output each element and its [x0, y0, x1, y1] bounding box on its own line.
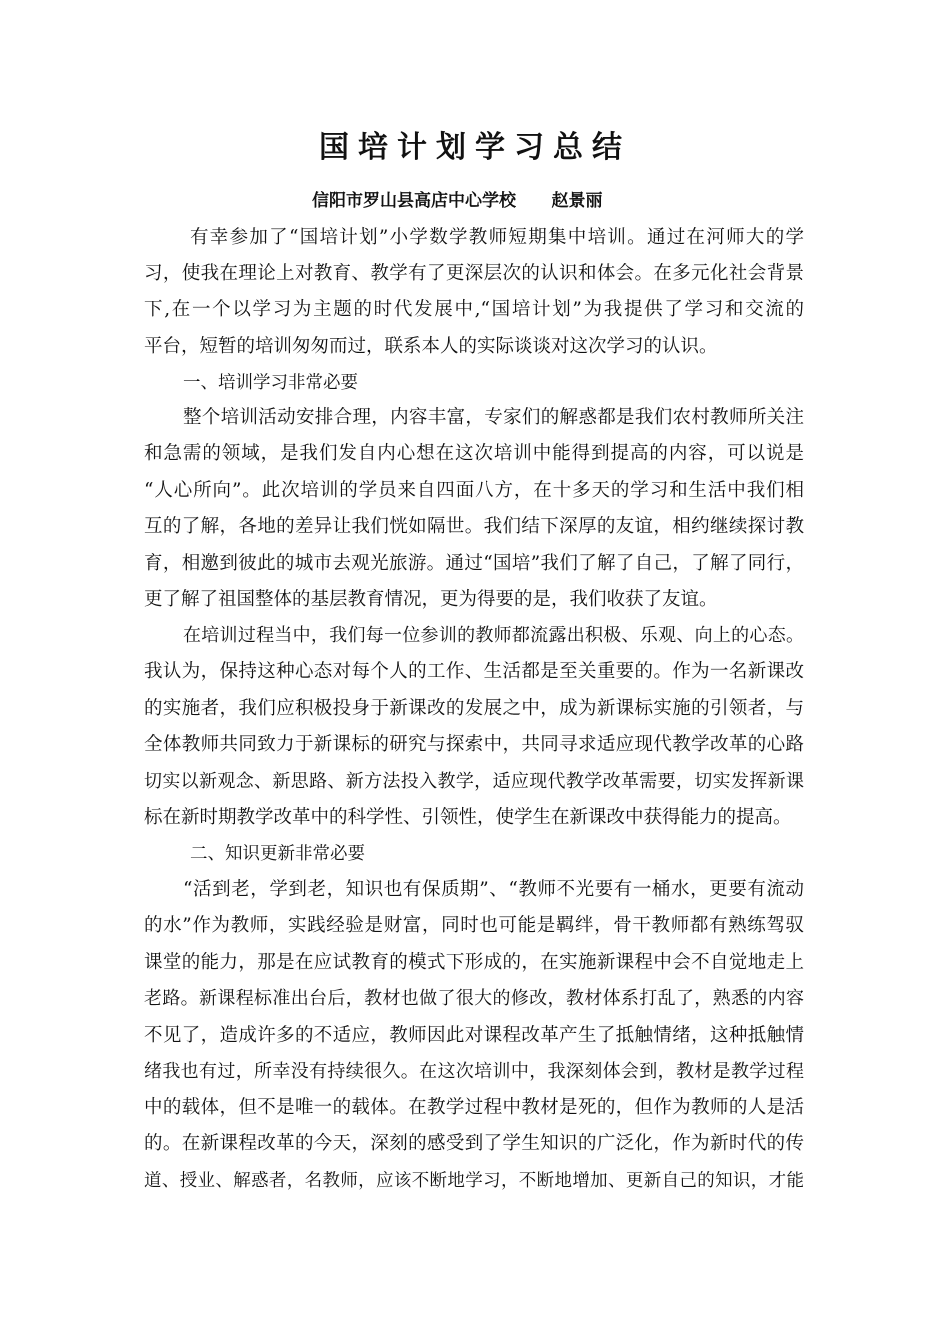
text-line: 老路。新课程标准出台后，教材也做了很大的修改，教材体系打乱了，熟悉的内容	[144, 988, 804, 1009]
text-line: 在培训过程当中，我们每一位参训的教师都流露出积极、乐观、向上的心态。	[183, 625, 804, 646]
text-line: 的水”作为教师，实践经验是财富，同时也可能是羁绊，骨干教师都有熟练驾驭	[144, 915, 804, 936]
text-line: “活到老，学到老，知识也有保质期”、“教师不光要有一桶水，更要有流动	[183, 879, 804, 900]
text-line: 育，相邀到彼此的城市去观光旅游。通过“国培”我们了解了自己，了解了同行，	[144, 553, 804, 574]
text-line: 平台，短暂的培训匆匆而过，联系本人的实际谈谈对这次学习的认识。	[144, 336, 718, 357]
text-line: 整个培训活动安排合理，内容丰富，专家们的解惑都是我们农村教师所关注	[183, 407, 804, 428]
text-line: 下,在一个以学习为主题的时代发展中,“国培计划”为我提供了学习和交流的	[144, 299, 804, 320]
text-line: 中的载体，但不是唯一的载体。在教学过程中教材是死的，但作为教师的人是活	[144, 1097, 804, 1118]
text-line: 我认为，保持这种心态对每个人的工作、生活都是至关重要的。作为一名新课改	[144, 661, 804, 682]
author-byline: 信阳市罗山县高店中心学校 赵景丽	[312, 191, 603, 211]
text-line: 不见了，造成许多的不适应，教师因此对课程改革产生了抵触情绪，这种抵触情	[144, 1025, 804, 1046]
document-title: 国培计划学习总结	[319, 130, 631, 165]
text-line: 更了解了祖国整体的基层教育情况，更为得要的是，我们收获了友谊。	[144, 589, 718, 610]
text-line: 有幸参加了“国培计划”小学数学教师短期集中培训。通过在河师大的学	[190, 227, 804, 248]
text-line: 和急需的领域，是我们发自内心想在这次培训中能得到提高的内容，可以说是	[144, 443, 804, 464]
text-line: 的实施者，我们应积极投身于新课改的发展之中，成为新课标实施的引领者，与	[144, 698, 804, 719]
text-line: 互的了解，各地的差异让我们恍如隔世。我们结下深厚的友谊，相约继续探讨教	[144, 516, 804, 537]
text-line: 的。在新课程改革的今天，深刻的感受到了学生知识的广泛化，作为新时代的传	[144, 1133, 804, 1154]
text-line: 全体教师共同致力于新课标的研究与探索中，共同寻求适应现代教学改革的心路	[144, 734, 804, 755]
text-line: 切实以新观念、新思路、新方法投入教学，适应现代教学改革需要，切实发挥新课	[144, 771, 804, 792]
text-line: 标在新时期教学改革中的科学性、引领性，使学生在新课改中获得能力的提高。	[144, 807, 792, 828]
text-line: 习，使我在理论上对教育、教学有了更深层次的认识和体会。在多元化社会背景	[144, 263, 804, 284]
text-line: 道、授业、解惑者，名教师，应该不断地学习，不断地增加、更新自己的知识，才能	[144, 1171, 804, 1191]
section-heading-1: 一、培训学习非常必要	[183, 373, 358, 393]
text-line: 课堂的能力，那是在应试教育的模式下形成的，在实施新课程中会不自觉地走上	[144, 952, 804, 973]
section-heading-2: 二、知识更新非常必要	[190, 844, 365, 864]
text-line: 绪我也有过，所幸没有持续很久。在这次培训中，我深刻体会到，教材是教学过程	[144, 1061, 804, 1082]
text-line: “人心所向”。此次培训的学员来自四面八方，在十多天的学习和生活中我们相	[144, 480, 804, 501]
